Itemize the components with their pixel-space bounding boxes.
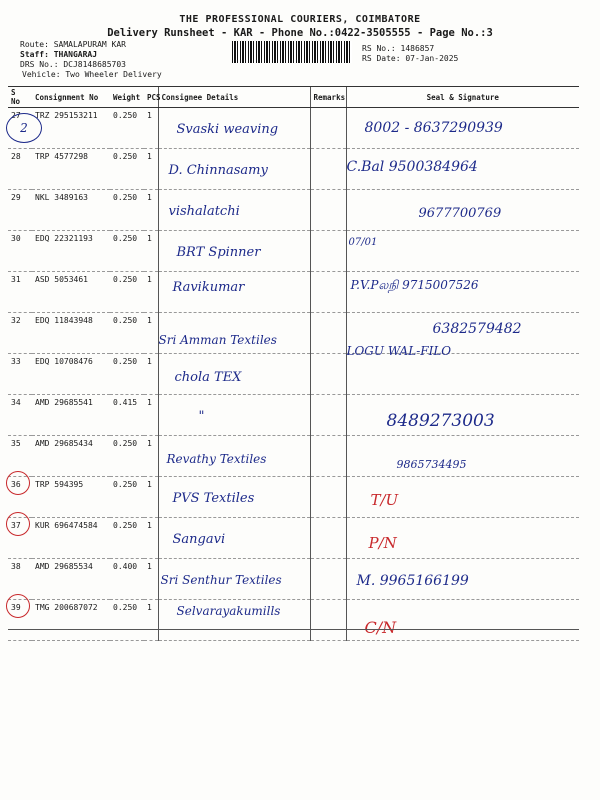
- row-consignment: EDQ 10708476: [32, 354, 110, 395]
- table-row: [8, 395, 579, 436]
- row-consignment: ASD 5053461: [32, 272, 110, 313]
- consignee-handwriting: chola TEX: [174, 370, 242, 385]
- left-meta: [20, 40, 162, 80]
- row-weight: 0.250: [110, 600, 144, 641]
- row-signature: [346, 477, 579, 518]
- row-weight: 0.250: [110, 518, 144, 559]
- table-header: [8, 87, 579, 108]
- table-row: [8, 559, 579, 600]
- table-row: [8, 149, 579, 190]
- consignee-handwriting: ": [198, 409, 205, 424]
- row-weight: 0.250: [110, 231, 144, 272]
- route-line: Route: SAMALAPURAM KAR: [20, 40, 126, 49]
- row-consignee: [158, 272, 310, 313]
- signature-handwriting: M. 9965166199: [356, 573, 469, 589]
- col-consignment: Consignment No: [32, 87, 110, 108]
- row-consignment: AMD 29685534: [32, 559, 110, 600]
- row-signature: [346, 518, 579, 559]
- row-weight: 0.250: [110, 272, 144, 313]
- row-weight: 0.250: [110, 149, 144, 190]
- row-weight: 0.415: [110, 395, 144, 436]
- barcode: [232, 41, 352, 63]
- row-consignee: [158, 190, 310, 231]
- consignee-handwriting: vishalatchi: [168, 204, 240, 219]
- sno-text: 36: [11, 480, 21, 489]
- sno-red-circle: [6, 512, 30, 536]
- row-remarks: [310, 395, 346, 436]
- row-consignment: TRZ 295153211: [32, 108, 110, 149]
- row-signature: [346, 436, 579, 477]
- row-consignment: EDQ 11843948: [32, 313, 110, 354]
- row-consignee: [158, 149, 310, 190]
- row-consignment: TMG 200687072: [32, 600, 110, 641]
- consignee-handwriting: Sri Senthur Textiles: [160, 573, 282, 587]
- signature-handwriting: P.V.Pலநி 9715007526: [350, 278, 479, 292]
- row-signature: [346, 600, 579, 641]
- row-consignment: TRP 4577298: [32, 149, 110, 190]
- signature-handwriting: 8489273003: [386, 411, 495, 431]
- consignee-handwriting: Selvarayakumills: [176, 604, 281, 618]
- table-bottom-rule: [8, 629, 579, 630]
- row-consignee: [158, 313, 310, 354]
- row-consignment: EDQ 22321193: [32, 231, 110, 272]
- signature-handwriting: 8002 - 8637290939: [364, 120, 503, 136]
- row-pcs: 1: [144, 518, 158, 559]
- row-remarks: [310, 231, 346, 272]
- vehicle-line: Vehicle: Two Wheeler Delivery: [22, 70, 162, 79]
- runsheet-title: Delivery Runsheet - KAR - Phone No.:0422-3505555 - Page No.:3: [107, 27, 493, 39]
- sno-text: 39: [11, 603, 21, 612]
- row-remarks: [310, 190, 346, 231]
- row-consignee: [158, 518, 310, 559]
- consignee-handwriting: Ravikumar: [172, 280, 245, 295]
- row-pcs: 1: [144, 313, 158, 354]
- table-row: [8, 477, 579, 518]
- row-weight: 0.250: [110, 313, 144, 354]
- sno-text: 37: [11, 521, 21, 530]
- circled-number: 2: [6, 113, 42, 143]
- row-signature: [346, 395, 579, 436]
- row-sno: [8, 600, 32, 641]
- staff-line: Staff: THANGARAJ: [20, 50, 98, 59]
- company-title: THE PROFESSIONAL COURIERS, COIMBATORE: [179, 14, 421, 25]
- row-consignee: [158, 559, 310, 600]
- runsheet-table: [8, 86, 579, 641]
- row-consignee: [158, 395, 310, 436]
- row-signature: [346, 231, 579, 272]
- signature-handwriting: 6382579482: [432, 321, 522, 337]
- row-sno: 32: [8, 313, 32, 354]
- row-weight: 0.250: [110, 436, 144, 477]
- row-remarks: [310, 149, 346, 190]
- table-row: [8, 600, 579, 641]
- row-signature: [346, 190, 579, 231]
- row-weight: 0.250: [110, 477, 144, 518]
- row-sno: 38: [8, 559, 32, 600]
- row-sno: 31: [8, 272, 32, 313]
- row-remarks: [310, 313, 346, 354]
- right-meta: [362, 44, 458, 64]
- col-signature: Seal & Signature: [346, 87, 579, 108]
- signature-handwriting: LOGU WAL-FILO: [346, 344, 452, 358]
- table-row: [8, 272, 579, 313]
- signature-handwriting: 9865734495: [396, 458, 467, 471]
- row-weight: 0.250: [110, 108, 144, 149]
- row-sno: 33: [8, 354, 32, 395]
- row-sno: 27: [8, 108, 32, 149]
- row-remarks: [310, 518, 346, 559]
- row-sno: 30: [8, 231, 32, 272]
- row-consignment: TRP 594395: [32, 477, 110, 518]
- row-consignee: [158, 477, 310, 518]
- signature-handwriting: 9677700769: [418, 206, 502, 221]
- row-pcs: 1: [144, 477, 158, 518]
- row-pcs: 1: [144, 395, 158, 436]
- col-weight: Weight: [110, 87, 144, 108]
- row-consignee: [158, 600, 310, 641]
- row-pcs: 1: [144, 272, 158, 313]
- row-remarks: [310, 600, 346, 641]
- row-weight: 0.250: [110, 190, 144, 231]
- signature-handwriting: T/U: [370, 491, 399, 509]
- row-weight: 0.250: [110, 354, 144, 395]
- row-signature: [346, 272, 579, 313]
- row-remarks: [310, 108, 346, 149]
- row-pcs: 1: [144, 600, 158, 641]
- table-row: [8, 518, 579, 559]
- col-consignee: Consignee Details: [158, 87, 310, 108]
- sno-red-circle: [6, 471, 30, 495]
- row-weight: 0.400: [110, 559, 144, 600]
- row-signature: [346, 559, 579, 600]
- signature-handwriting: 07/01: [348, 237, 378, 248]
- row-pcs: 1: [144, 354, 158, 395]
- row-consignment: AMD 29685434: [32, 436, 110, 477]
- drs-line: DRS No.: DCJ8148685703: [20, 60, 126, 69]
- row-consignment: AMD 29685541: [32, 395, 110, 436]
- table-row: [8, 436, 579, 477]
- row-consignee: [158, 108, 310, 149]
- col-sno: S No: [8, 87, 32, 108]
- row-consignment: KUR 696474584: [32, 518, 110, 559]
- table-row: [8, 231, 579, 272]
- row-pcs: 1: [144, 149, 158, 190]
- signature-handwriting: P/N: [368, 534, 397, 552]
- consignee-handwriting: Sri Amman Textiles: [158, 333, 277, 347]
- signature-handwriting: C/N: [364, 618, 397, 637]
- table-row: [8, 313, 579, 354]
- table-row: [8, 354, 579, 395]
- consignee-handwriting: Svaski weaving: [176, 122, 279, 137]
- row-sno: 29: [8, 190, 32, 231]
- row-remarks: [310, 436, 346, 477]
- row-consignee: [158, 354, 310, 395]
- row-signature: [346, 344, 579, 395]
- row-sno: 34: [8, 395, 32, 436]
- row-remarks: [310, 272, 346, 313]
- table-row: [8, 108, 579, 149]
- row-pcs: 1: [144, 108, 158, 149]
- rs-date: RS Date: 07-Jan-2025: [362, 54, 459, 63]
- row-pcs: 1: [144, 559, 158, 600]
- row-pcs: 1: [144, 436, 158, 477]
- rs-no: RS No.: 1486857: [362, 44, 435, 53]
- row-consignee: [158, 231, 310, 272]
- consignee-handwriting: Sangavi: [172, 532, 226, 547]
- col-pcs: PCS: [144, 87, 158, 108]
- row-sno: 28: [8, 149, 32, 190]
- row-consignee: [158, 436, 310, 477]
- sno-red-circle: [6, 594, 30, 618]
- consignee-handwriting: D. Chinnasamy: [168, 163, 268, 178]
- row-remarks: [310, 477, 346, 518]
- row-pcs: 1: [144, 190, 158, 231]
- row-sno: [8, 518, 32, 559]
- row-sno: 35: [8, 436, 32, 477]
- row-signature: [346, 149, 579, 190]
- consignee-handwriting: BRT Spinner: [176, 245, 261, 260]
- col-remarks: Remarks: [310, 87, 346, 108]
- row-consignment: NKL 3489163: [32, 190, 110, 231]
- table-row: [8, 190, 579, 231]
- consignee-handwriting: PVS Textiles: [172, 491, 255, 506]
- row-signature: [346, 108, 579, 149]
- signature-handwriting: C.Bal 9500384964: [346, 159, 478, 175]
- row-remarks: [310, 559, 346, 600]
- consignee-handwriting: Revathy Textiles: [166, 452, 267, 466]
- row-pcs: 1: [144, 231, 158, 272]
